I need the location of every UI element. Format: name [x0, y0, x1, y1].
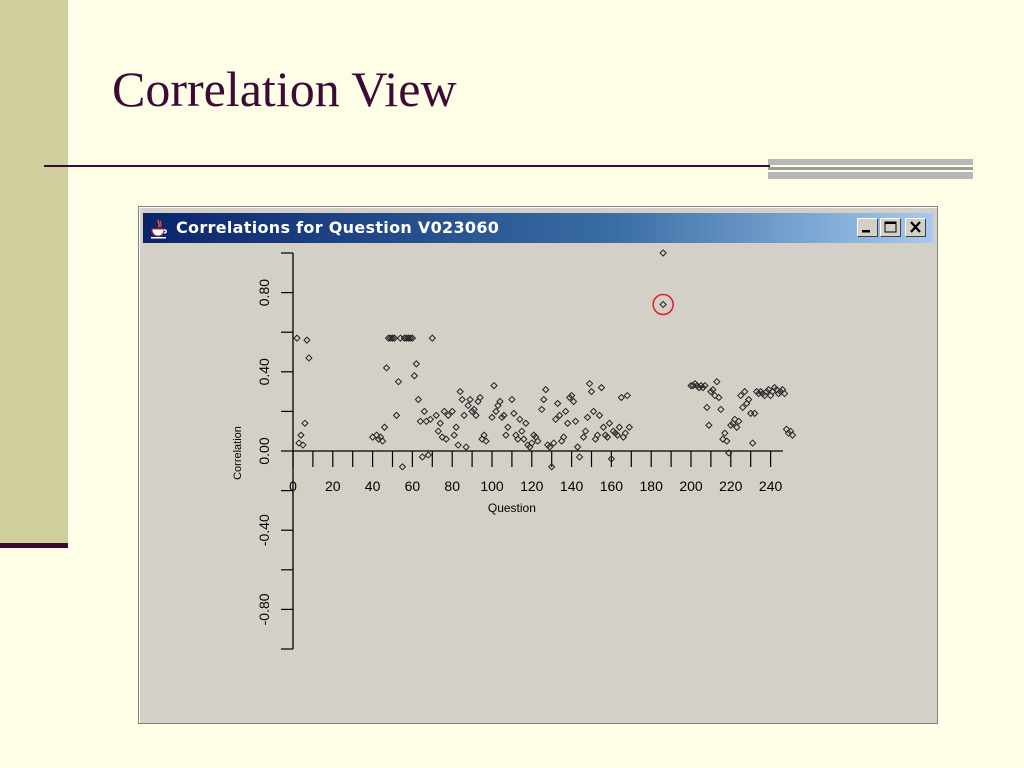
data-point — [694, 383, 700, 389]
data-point — [515, 436, 521, 442]
data-point — [660, 301, 666, 307]
data-point — [525, 442, 531, 448]
data-point — [589, 389, 595, 395]
data-point — [746, 397, 752, 403]
data-point — [772, 385, 778, 391]
window-titlebar[interactable] — [143, 213, 933, 243]
data-point — [378, 434, 384, 440]
data-point — [463, 444, 469, 450]
x-tick-label: 140 — [559, 478, 584, 494]
data-point — [624, 393, 630, 399]
data-point — [585, 414, 591, 420]
data-point — [571, 399, 577, 405]
data-point — [545, 442, 551, 448]
data-point — [441, 408, 447, 414]
data-point — [451, 432, 457, 438]
data-point — [503, 432, 509, 438]
data-point — [610, 428, 616, 434]
data-point — [760, 391, 766, 397]
data-point — [756, 391, 762, 397]
data-point — [543, 387, 549, 393]
y-tick-label: 0.80 — [256, 278, 272, 307]
data-point — [752, 410, 758, 416]
data-point — [455, 442, 461, 448]
data-point — [401, 335, 407, 341]
data-point — [521, 436, 527, 442]
data-point — [391, 335, 397, 341]
data-point — [598, 385, 604, 391]
data-point — [399, 464, 405, 470]
data-point — [700, 385, 706, 391]
x-tick-label: 200 — [679, 478, 703, 494]
data-point — [567, 395, 573, 401]
minimize-icon — [858, 219, 877, 236]
data-point — [429, 335, 435, 341]
data-point — [774, 387, 780, 393]
y-tick-label: 0.40 — [256, 358, 272, 386]
data-point — [533, 434, 539, 440]
data-point — [298, 432, 304, 438]
data-point — [612, 430, 618, 436]
data-point — [762, 393, 768, 399]
data-point — [722, 430, 728, 436]
data-point — [509, 397, 515, 403]
close-button[interactable] — [905, 218, 926, 237]
data-point — [660, 250, 666, 256]
data-point — [559, 438, 565, 444]
data-point — [724, 438, 730, 444]
data-point — [587, 381, 593, 387]
data-point — [788, 428, 794, 434]
data-point — [453, 424, 459, 430]
maximize-icon — [881, 219, 900, 236]
data-point — [469, 408, 475, 414]
y-tick-label: -0.80 — [256, 593, 272, 626]
y-tick-label: -0.40 — [256, 514, 272, 547]
data-point — [565, 420, 571, 426]
data-point — [620, 434, 626, 440]
data-point — [626, 424, 632, 430]
data-point — [742, 389, 748, 395]
data-point — [618, 395, 624, 401]
x-tick-label: 240 — [758, 478, 783, 494]
data-point — [764, 389, 770, 395]
data-point — [433, 412, 439, 418]
data-point — [740, 404, 746, 410]
data-point — [780, 387, 786, 393]
data-point — [445, 412, 451, 418]
data-point — [529, 440, 535, 446]
data-point — [403, 335, 409, 341]
data-point — [475, 399, 481, 405]
data-point — [736, 418, 742, 424]
data-point — [306, 355, 312, 361]
data-point — [304, 337, 310, 343]
data-point — [541, 397, 547, 403]
data-point — [786, 430, 792, 436]
data-point — [698, 383, 704, 389]
data-point — [397, 335, 403, 341]
data-point — [778, 389, 784, 395]
data-point — [483, 438, 489, 444]
data-point — [380, 438, 386, 444]
data-point — [551, 440, 557, 446]
data-point — [732, 416, 738, 422]
data-point — [411, 373, 417, 379]
data-point — [467, 397, 473, 403]
data-point — [616, 424, 622, 430]
data-point — [421, 408, 427, 414]
x-tick-label: 120 — [520, 478, 544, 494]
data-point — [461, 412, 467, 418]
data-point — [704, 404, 710, 410]
data-point — [758, 389, 764, 395]
data-point — [523, 420, 529, 426]
data-point — [714, 379, 720, 385]
close-icon — [906, 219, 925, 236]
data-point — [370, 434, 376, 440]
data-point — [425, 452, 431, 458]
data-point — [427, 416, 433, 422]
data-point — [407, 335, 413, 341]
data-point — [481, 432, 487, 438]
data-point — [789, 432, 795, 438]
data-point — [479, 436, 485, 442]
correlation-scatter-chart — [143, 245, 935, 721]
x-tick-label: 40 — [364, 478, 381, 494]
data-point — [539, 406, 545, 412]
data-point — [555, 400, 561, 406]
data-point — [302, 420, 308, 426]
data-point — [473, 412, 479, 418]
data-point — [581, 434, 587, 440]
data-point — [439, 434, 445, 440]
x-tick-label: 100 — [480, 478, 504, 494]
x-tick-label: 0 — [289, 478, 297, 494]
data-point — [594, 432, 600, 438]
data-point — [547, 444, 553, 450]
data-point — [730, 420, 736, 426]
data-point — [489, 414, 495, 420]
data-point — [388, 335, 394, 341]
x-axis-label: Question — [487, 501, 536, 515]
data-point — [501, 412, 507, 418]
data-point — [573, 418, 579, 424]
accent-band-underline — [0, 543, 68, 548]
data-point — [374, 432, 380, 438]
data-point — [517, 416, 523, 422]
data-point — [561, 434, 567, 440]
data-point — [720, 436, 726, 442]
data-point — [692, 381, 698, 387]
x-tick-label: 60 — [404, 478, 421, 494]
highlight-circle — [653, 294, 673, 314]
java-cup-icon[interactable] — [149, 219, 169, 239]
data-point — [600, 424, 606, 430]
data-point — [754, 389, 760, 395]
plot-area — [143, 245, 935, 721]
data-point — [495, 402, 501, 408]
data-point — [770, 389, 776, 395]
window-title: Correlations for Question V023060 — [176, 218, 500, 237]
data-point — [577, 454, 583, 460]
data-point — [405, 335, 411, 341]
data-point — [614, 432, 620, 438]
data-point — [296, 440, 302, 446]
data-point — [712, 393, 718, 399]
data-point — [744, 400, 750, 406]
data-point — [505, 424, 511, 430]
data-point — [395, 379, 401, 385]
data-point — [738, 393, 744, 399]
data-point — [553, 416, 559, 422]
data-point — [734, 424, 740, 430]
data-point — [696, 385, 702, 391]
data-point — [782, 391, 788, 397]
data-point — [457, 389, 463, 395]
data-point — [569, 393, 575, 399]
data-point — [718, 406, 724, 412]
data-point — [590, 408, 596, 414]
data-point — [511, 410, 517, 416]
data-point — [435, 428, 441, 434]
data-point — [300, 442, 306, 448]
data-point — [417, 418, 423, 424]
data-point — [519, 428, 525, 434]
data-point — [710, 387, 716, 393]
data-point — [622, 430, 628, 436]
data-point — [750, 440, 756, 446]
data-point — [471, 406, 477, 412]
data-point — [384, 365, 390, 371]
x-tick-label: 20 — [325, 478, 341, 494]
data-point — [423, 418, 429, 424]
data-point — [419, 454, 425, 460]
x-tick-label: 80 — [444, 478, 460, 494]
correlations-window — [138, 206, 938, 724]
data-point — [493, 408, 499, 414]
data-point — [592, 436, 598, 442]
data-point — [386, 335, 392, 341]
data-point — [706, 422, 712, 428]
data-point — [708, 389, 714, 395]
data-point — [702, 383, 708, 389]
y-tick-label: 0.00 — [256, 437, 272, 465]
data-point — [535, 438, 541, 444]
data-point — [728, 422, 734, 428]
data-point — [382, 424, 388, 430]
slide-title: Correlation View — [112, 61, 457, 117]
accent-band — [0, 0, 68, 545]
data-point — [294, 335, 300, 341]
data-point — [393, 412, 399, 418]
data-point — [596, 412, 602, 418]
title-rule — [44, 165, 770, 167]
data-point — [415, 397, 421, 403]
data-point — [768, 393, 774, 399]
data-point — [604, 434, 610, 440]
data-point — [459, 397, 465, 403]
data-point — [557, 412, 563, 418]
data-point — [748, 410, 754, 416]
minimize-button[interactable] — [857, 218, 878, 237]
data-point — [776, 391, 782, 397]
data-point — [606, 420, 612, 426]
data-point — [602, 432, 608, 438]
data-point — [465, 402, 471, 408]
data-point — [766, 387, 772, 393]
data-point — [583, 428, 589, 434]
data-point — [497, 399, 503, 405]
data-point — [531, 432, 537, 438]
y-axis-label: Correlation — [232, 426, 244, 480]
data-point — [409, 335, 415, 341]
data-point — [499, 414, 505, 420]
title-rule-bar — [768, 159, 973, 179]
data-point — [575, 444, 581, 450]
data-point — [513, 432, 519, 438]
data-point — [449, 408, 455, 414]
data-point — [437, 420, 443, 426]
maximize-button[interactable] — [880, 218, 901, 237]
data-point — [563, 408, 569, 414]
x-tick-label: 220 — [719, 478, 743, 494]
data-point — [784, 426, 790, 432]
data-point — [716, 395, 722, 401]
data-point — [443, 436, 449, 442]
x-tick-label: 160 — [599, 478, 624, 494]
x-tick-label: 180 — [639, 478, 663, 494]
data-point — [390, 335, 396, 341]
data-point — [690, 383, 696, 389]
data-point — [477, 395, 483, 401]
data-point — [688, 383, 694, 389]
data-point — [527, 444, 533, 450]
data-point — [376, 436, 382, 442]
data-point — [413, 361, 419, 367]
data-point — [491, 383, 497, 389]
